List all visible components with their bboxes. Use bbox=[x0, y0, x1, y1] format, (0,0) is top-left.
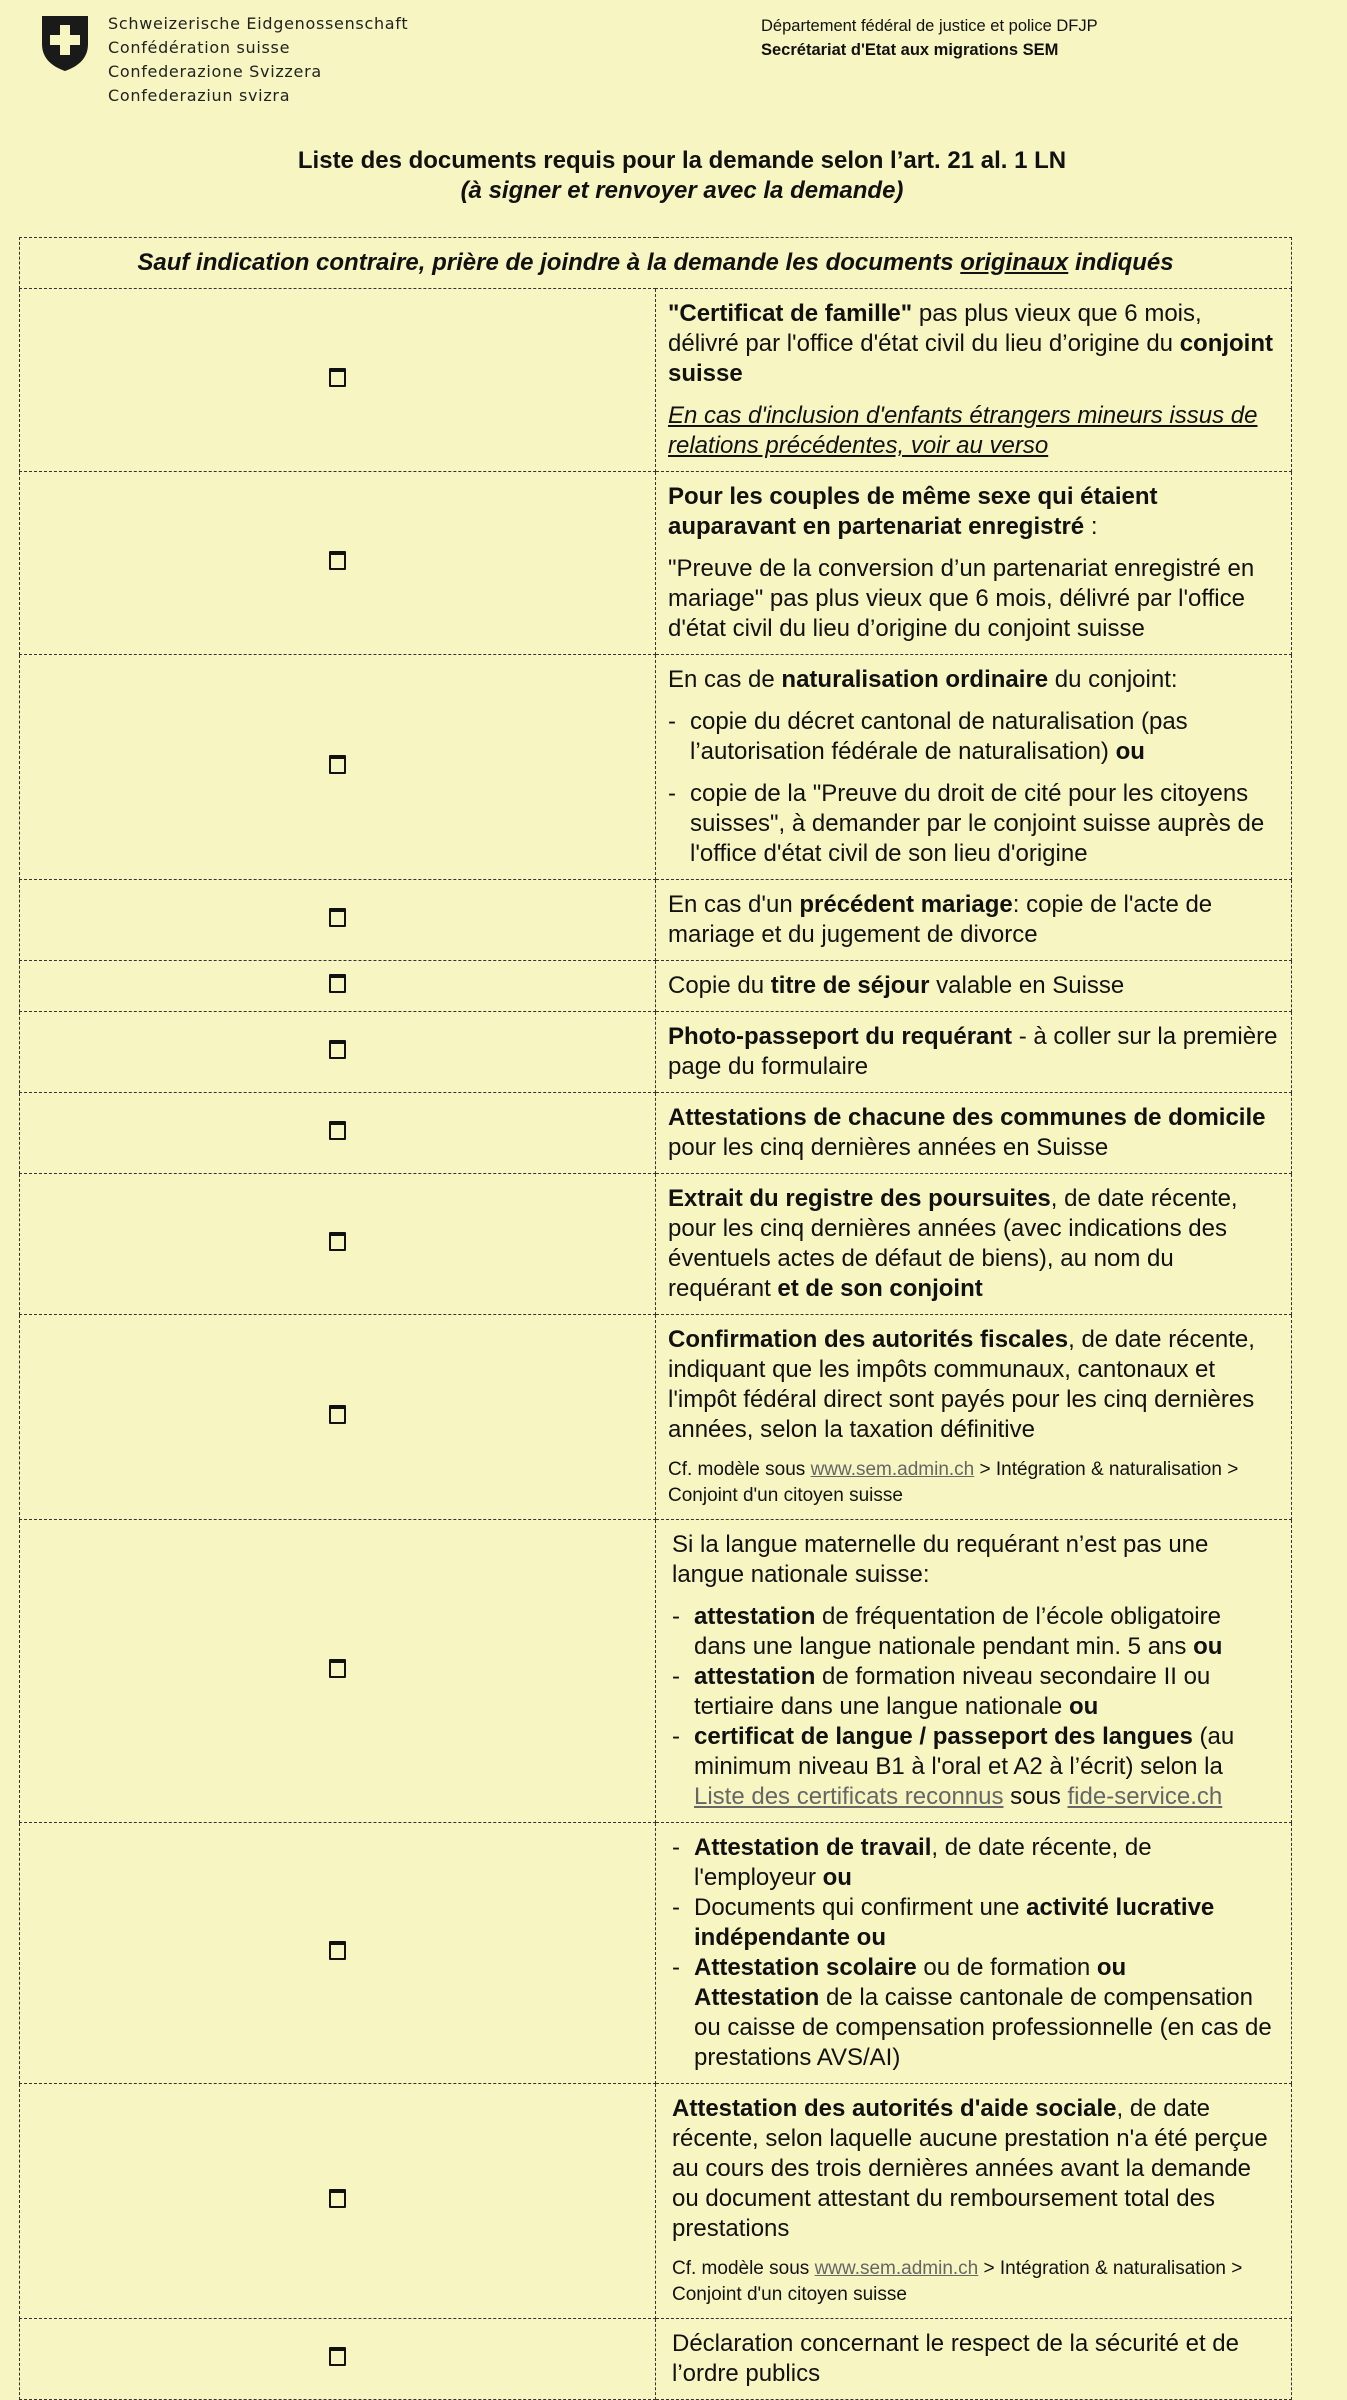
marriage-pre: En cas d'un bbox=[668, 891, 800, 918]
language-b2-text: de formation niveau secondaire II ou tertiaire dans une langue nationale bbox=[694, 1663, 1211, 1720]
item-debt-register bbox=[656, 1174, 1292, 1315]
naturalisation-bold: naturalisation ordinaire bbox=[781, 666, 1049, 693]
language-b1-text: de fréquentation de l’école obligatoire dans une langue nationale pendant min. 5 ans bbox=[694, 1603, 1221, 1660]
department-block bbox=[761, 14, 1098, 62]
social-reference bbox=[672, 2256, 1279, 2308]
tax-text: , de date récente, indiquant que les impôts communaux, cantonaux et l'impôt fédéral direct sont payés pour les cinq dernières années, selon la taxation définitive bbox=[668, 1326, 1255, 1443]
checklist-row-residence bbox=[20, 961, 1292, 1012]
marriage-bold: précédent mariage bbox=[799, 891, 1013, 918]
tax-bold: Confirmation des autorités fiscales bbox=[668, 1326, 1069, 1353]
department-name: Département fédéral de justice et police DFJP bbox=[761, 17, 1098, 35]
conf-line-it: Confederazione Svizzera bbox=[108, 62, 322, 81]
page-subtitle: (à signer et renvoyer avec la demande) bbox=[460, 177, 904, 204]
language-b1-or: ou bbox=[1193, 1633, 1223, 1660]
work-line-4 bbox=[672, 1983, 1279, 2073]
debt-bold: Extrait du registre des poursuites bbox=[668, 1185, 1051, 1212]
checkbox-tax[interactable] bbox=[329, 1405, 346, 1424]
secretariat-name: Secrétariat d'Etat aux migrations SEM bbox=[761, 41, 1059, 59]
conf-line-rm: Confederaziun svizra bbox=[108, 86, 291, 105]
checklist-row-work bbox=[20, 1823, 1292, 2084]
checkbox-debt-register[interactable] bbox=[329, 1232, 346, 1251]
naturalisation-b1-or: ou bbox=[1115, 738, 1145, 765]
tax-sem-link[interactable]: www.sem.admin.ch bbox=[810, 1459, 975, 1480]
language-bullet-2: - attestation de formation niveau secondaire II ou tertiaire dans une langue nationale ou bbox=[672, 1663, 1211, 1720]
item-domicile bbox=[656, 1093, 1292, 1174]
work-bullet-2: - Documents qui confirment une activité lucrative indépendante ou bbox=[672, 1894, 1215, 1951]
tax-ref-path: > Intégration & naturalisation > Conjoint d'un citoyen suisse bbox=[668, 1459, 1239, 1506]
social-ref-pre: Cf. modèle sous bbox=[672, 2258, 815, 2279]
item-work bbox=[656, 1823, 1292, 2084]
checklist-row-domicile bbox=[20, 1093, 1292, 1174]
residence-post: valable en Suisse bbox=[929, 972, 1125, 999]
naturalisation-bullet-1: - copie du décret cantonal de naturalisation (pas l’autorisation fédérale de naturalisation) ou bbox=[668, 708, 1188, 765]
checklist-row-social-aid bbox=[20, 2084, 1292, 2319]
work-bullet-3: - Attestation scolaire ou de formation ou bbox=[672, 1954, 1127, 1981]
work-b1-text: , de date récente, de l'employeur bbox=[694, 1834, 1152, 1891]
debt-bold-2: et de son conjoint bbox=[777, 1275, 983, 1302]
intro-cell bbox=[20, 238, 1292, 289]
family-bold-2: conjoint suisse bbox=[668, 330, 1274, 387]
checklist-row-naturalisation bbox=[20, 655, 1292, 880]
naturalisation-pre: En cas de bbox=[668, 666, 782, 693]
debt-text: , de date récente, pour les cinq dernières années (avec indications des éventuels actes de défaut de biens), au nom du requérant bbox=[668, 1185, 1238, 1302]
work-b3-or: ou bbox=[1096, 1954, 1127, 1981]
naturalisation-post: du conjoint: bbox=[1048, 666, 1178, 693]
documents-checklist bbox=[19, 237, 1292, 2400]
social-bold: Attestation des autorités d'aide sociale bbox=[672, 2095, 1117, 2122]
language-intro: Si la langue maternelle du requérant n’est pas une langue nationale suisse: bbox=[672, 1531, 1209, 1588]
fide-service-link[interactable]: fide-service.ch bbox=[1067, 1783, 1223, 1810]
checklist-row-photo bbox=[20, 1012, 1292, 1093]
language-b3-mid: sous bbox=[1003, 1783, 1068, 1810]
family-text: pas plus vieux que 6 mois, délivré par l'office d'état civil du lieu d’origine du bbox=[668, 300, 1202, 357]
partnership-bold: Pour les couples de même sexe qui étaient auparavant en partenariat enregistré bbox=[668, 483, 1158, 540]
checklist-row-debt-register bbox=[20, 1174, 1292, 1315]
certificates-list-link[interactable]: Liste des certificats reconnus bbox=[694, 1783, 1004, 1810]
language-b3-bold: certificat de langue / passeport des langues bbox=[694, 1723, 1193, 1750]
item-tax bbox=[656, 1315, 1292, 1520]
language-bullet-3: - certificat de langue / passeport des langues (au minimum niveau B1 à l'oral et A2 à l’écrit) selon la Liste des certificats reconnus sous fide-service.ch bbox=[672, 1723, 1235, 1810]
checklist-row-marriage bbox=[20, 880, 1292, 961]
work-b3-bold: Attestation scolaire bbox=[694, 1954, 917, 1981]
checklist-row-language bbox=[20, 1520, 1292, 1823]
checkbox-photo[interactable] bbox=[329, 1040, 346, 1059]
checkbox-work[interactable] bbox=[329, 1941, 346, 1960]
checkbox-language[interactable] bbox=[329, 1659, 346, 1678]
family-verso-note: En cas d'inclusion d'enfants étrangers mineurs issus de relations précédentes, voir au verso bbox=[668, 402, 1258, 459]
checklist-row-partnership bbox=[20, 472, 1292, 655]
partnership-colon: : bbox=[1084, 513, 1098, 540]
photo-bold: Photo-passeport du requérant bbox=[668, 1023, 1013, 1050]
residence-pre: Copie du bbox=[668, 972, 771, 999]
item-marriage bbox=[656, 880, 1292, 961]
social-sem-link[interactable]: www.sem.admin.ch bbox=[814, 2258, 979, 2279]
checkbox-family-certificate[interactable] bbox=[329, 368, 346, 387]
intro-row bbox=[20, 238, 1292, 289]
photo-post: - à coller sur la première page du formulaire bbox=[668, 1023, 1278, 1080]
checklist-row-security bbox=[20, 2319, 1292, 2400]
marriage-post: : copie de l'acte de mariage et du jugement de divorce bbox=[668, 891, 1213, 948]
checkbox-security[interactable] bbox=[329, 2347, 346, 2366]
language-b2-or: ou bbox=[1068, 1693, 1099, 1720]
work-b1-or: ou bbox=[822, 1864, 852, 1891]
item-language bbox=[656, 1520, 1292, 1823]
language-b2-bold: attestation bbox=[694, 1663, 816, 1690]
work-b4-bold: Attestation bbox=[694, 1984, 820, 2011]
naturalisation-b2-text: copie de la "Preuve du droit de cité pour les citoyens suisses", à demander par le conjoint suisse auprès de l'office d'état civil de son lieu d'origine bbox=[690, 780, 1265, 867]
work-b2-bold: activité lucrative indépendante ou bbox=[694, 1894, 1215, 1951]
confederation-names bbox=[108, 12, 408, 108]
swiss-crest-icon bbox=[40, 14, 90, 72]
domicile-post: pour les cinq dernières années en Suisse bbox=[668, 1134, 1109, 1161]
document-title-block bbox=[0, 146, 1347, 206]
social-text: , de date récente, selon laquelle aucune prestation n'a été perçue au cours des trois dernières années avant la demande ou document attestant du remboursement total des prestations bbox=[672, 2095, 1268, 2242]
naturalisation-b1-text: copie du décret cantonal de naturalisation (pas l’autorisation fédérale de naturalisation) bbox=[690, 708, 1188, 765]
page-title: Liste des documents requis pour la demande selon l’art. 21 al. 1 LN bbox=[297, 147, 1067, 174]
intro-text: Sauf indication contraire, prière de joindre à la demande les documents bbox=[137, 249, 961, 276]
item-security: Déclaration concernant le respect de la sécurité et de l’ordre publics bbox=[656, 2319, 1292, 2400]
naturalisation-bullet-2: - copie de la "Preuve du droit de cité pour les citoyens suisses", à demander par le conjoint suisse auprès de l'office d'état civil de son lieu d'origine bbox=[668, 779, 1279, 869]
checklist-row-tax bbox=[20, 1315, 1292, 1520]
work-b3-text: ou de formation bbox=[916, 1954, 1097, 1981]
checkbox-domicile[interactable] bbox=[329, 1121, 346, 1140]
family-bold: "Certificat de famille" bbox=[668, 300, 913, 327]
language-b1-bold: attestation bbox=[694, 1603, 816, 1630]
language-b3-text: (au minimum niveau B1 à l'oral et A2 à l’écrit) selon la bbox=[694, 1723, 1235, 1780]
intro-underlined: originaux bbox=[960, 249, 1069, 276]
work-bullet-1: - Attestation de travail, de date récente, de l'employeur ou bbox=[672, 1834, 1152, 1891]
checkbox-partnership[interactable] bbox=[329, 551, 346, 570]
checkbox-marriage[interactable] bbox=[329, 908, 346, 927]
item-residence bbox=[656, 961, 1292, 1012]
item-family-certificate bbox=[656, 289, 1292, 472]
partnership-text: "Preuve de la conversion d’un partenariat enregistré en mariage" pas plus vieux que 6 mois, délivré par l'office d'état civil du lieu d’origine du conjoint suisse bbox=[668, 555, 1255, 642]
intro-text-end: indiqués bbox=[1068, 249, 1174, 276]
checklist-row-family-certificate bbox=[20, 289, 1292, 472]
tax-ref-pre: Cf. modèle sous bbox=[668, 1459, 811, 1480]
checkbox-residence[interactable] bbox=[329, 974, 346, 993]
work-b2-text: Documents qui confirment une bbox=[694, 1894, 1027, 1921]
item-social-aid bbox=[656, 2084, 1292, 2319]
tax-reference bbox=[668, 1457, 1279, 1509]
item-naturalisation bbox=[656, 655, 1292, 880]
conf-line-de: Schweizerische Eidgenossenschaft bbox=[108, 14, 409, 33]
conf-line-fr: Confédération suisse bbox=[108, 38, 291, 57]
work-b4-text: de la caisse cantonale de compensation ou caisse de compensation professionnelle (en cas de prestations AVS/AI) bbox=[694, 1984, 1272, 2071]
item-partnership bbox=[656, 472, 1292, 655]
language-bullet-1: - attestation de fréquentation de l’école obligatoire dans une langue nationale pendant min. 5 ans ou bbox=[672, 1603, 1223, 1660]
checkbox-naturalisation[interactable] bbox=[329, 755, 346, 774]
work-b1-bold: Attestation de travail bbox=[694, 1834, 932, 1861]
domicile-bold: Attestations de chacune des communes de domicile bbox=[668, 1104, 1266, 1131]
item-photo bbox=[656, 1012, 1292, 1093]
social-ref-path: > Intégration & naturalisation > Conjoint d'un citoyen suisse bbox=[672, 2258, 1243, 2305]
checkbox-social-aid[interactable] bbox=[329, 2189, 346, 2208]
residence-bold: titre de séjour bbox=[770, 972, 930, 999]
